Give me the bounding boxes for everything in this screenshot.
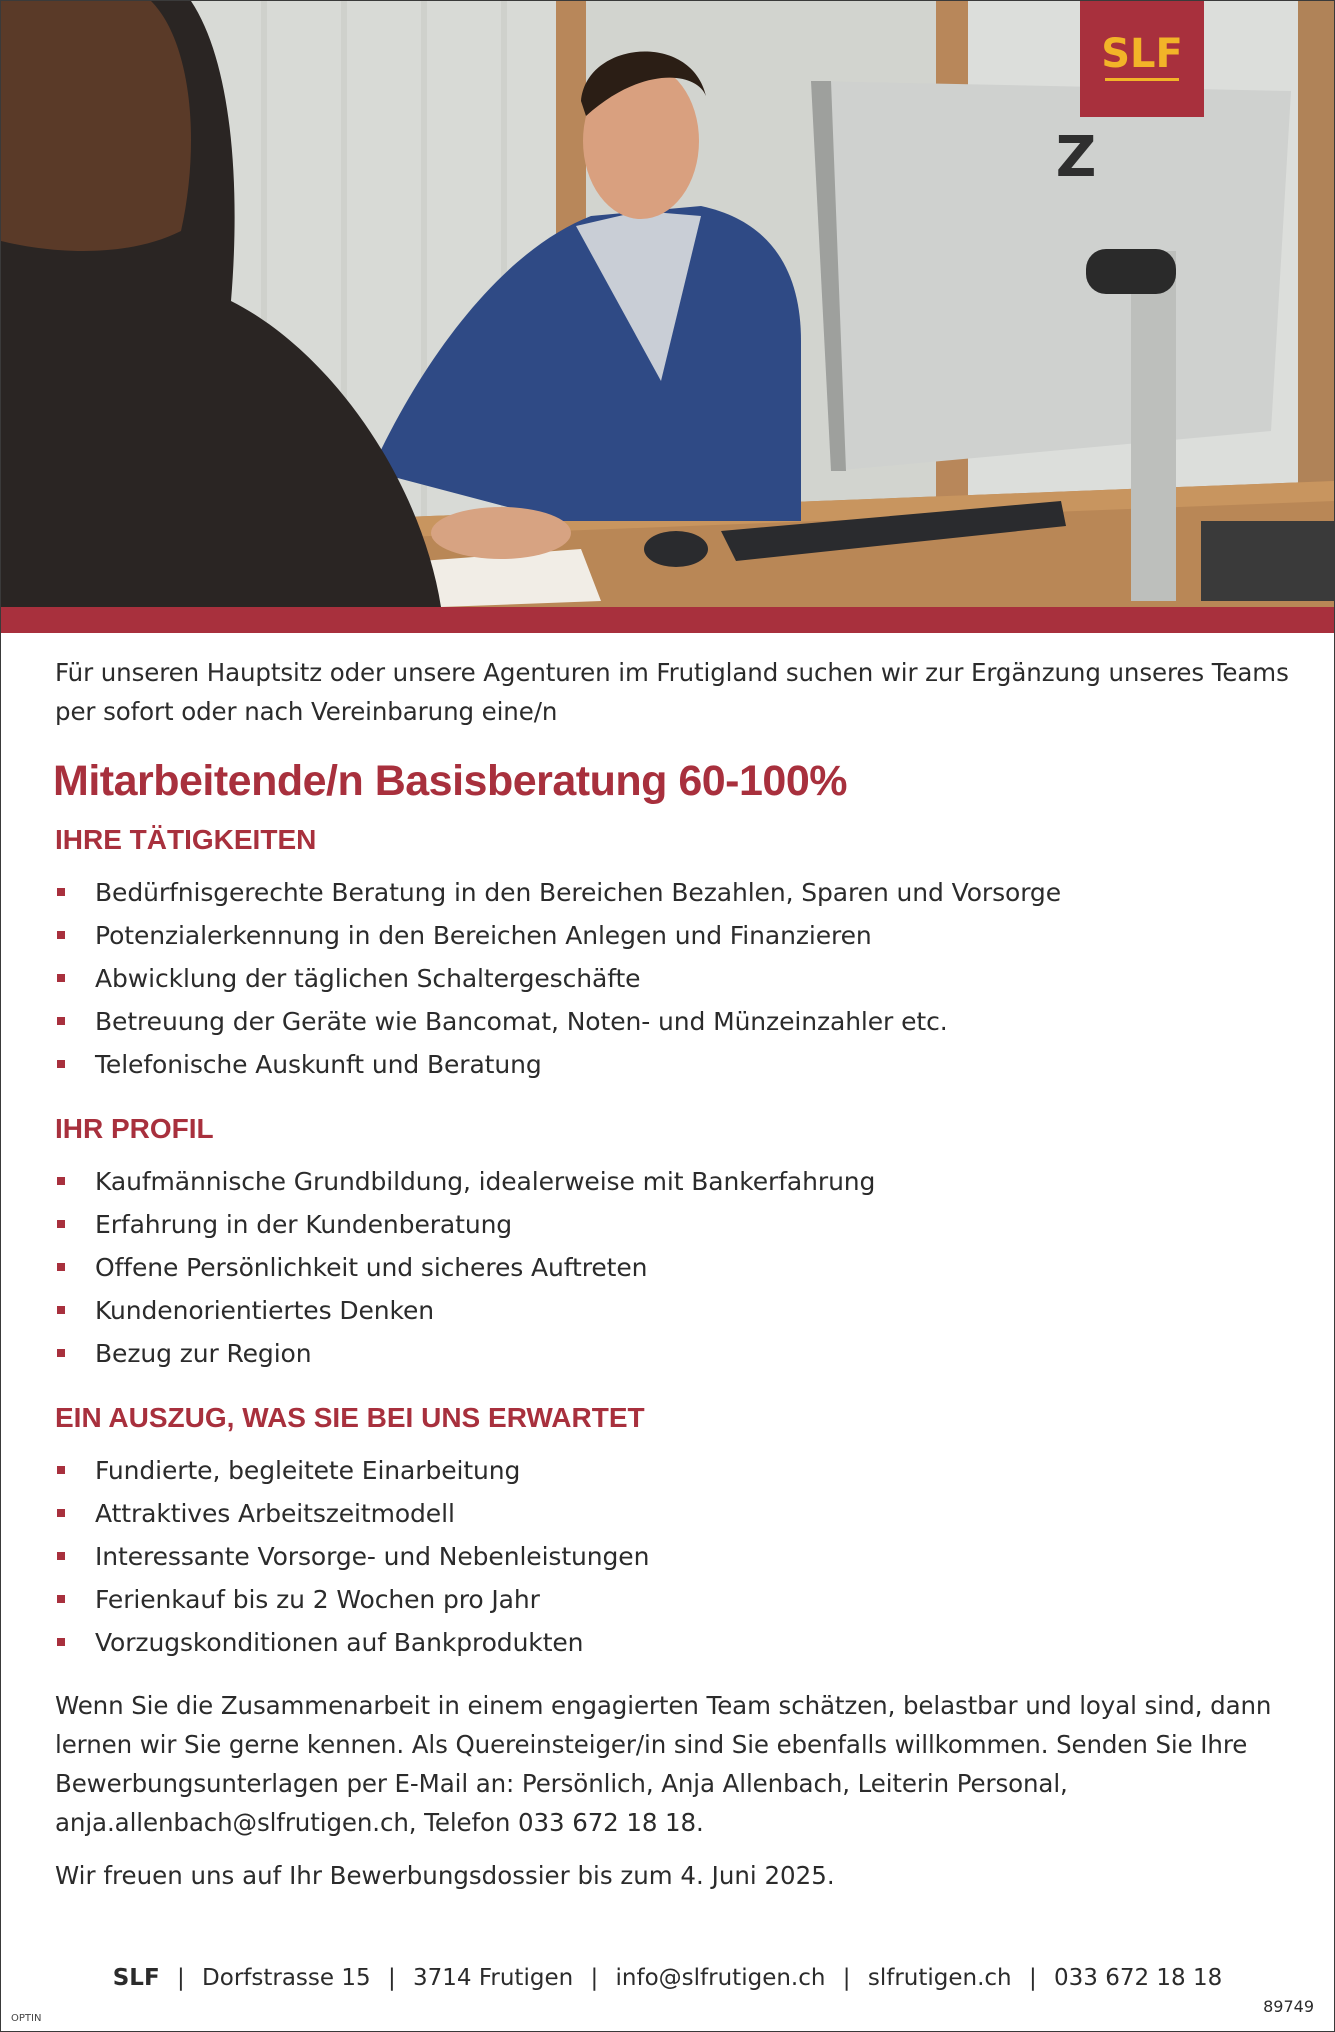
list-item-text: Potenzialerkennung in den Bereichen Anlegen und Finanzieren: [95, 921, 872, 950]
footer-separator: |: [842, 1965, 851, 1991]
bullet-square-icon: [57, 931, 65, 939]
taetigkeiten-list: [55, 871, 1305, 1086]
bullet-square-icon: [57, 1263, 65, 1271]
slf-logo: [1080, 1, 1204, 117]
list-item: [55, 1289, 1305, 1332]
bullet-square-icon: [57, 1595, 65, 1603]
job-title: Mitarbeitende/n Basisberatung 60-100%: [53, 757, 847, 805]
list-item-text: Telefonische Auskunft und Beratung: [95, 1050, 542, 1079]
list-item: [55, 1535, 1305, 1578]
section-title-taetigkeiten: IHRE TÄTIGKEITEN: [55, 824, 317, 855]
footer-phone: 033 672 18 18: [1054, 1965, 1223, 1991]
closing-line: lernen wir Sie gerne kennen. Als Quereinsteiger/in sind Sie ebenfalls willkommen. Senden Sie Ihre: [55, 1730, 1248, 1759]
list-item: [55, 1203, 1305, 1246]
profil-list: [55, 1160, 1305, 1375]
closing-line: Bewerbungsunterlagen per E-Mail an: Persönlich, Anja Allenbach, Leiterin Personal,: [55, 1769, 1068, 1798]
monitor-logo: Z: [1055, 125, 1097, 190]
section-title-profil: IHR PROFIL: [55, 1113, 214, 1144]
footer-city: 3714 Frutigen: [413, 1965, 574, 1991]
list-item: [55, 1043, 1305, 1086]
ad-content: [55, 653, 1305, 1895]
closing-line-contact[interactable]: anja.allenbach@slfrutigen.ch, Telefon 033 672 18 18.: [55, 1808, 704, 1837]
list-item-text: Ferienkauf bis zu 2 Wochen pro Jahr: [95, 1585, 540, 1614]
footer-address: Dorfstrasse 15: [202, 1965, 371, 1991]
footer-contact: [1, 1963, 1334, 1993]
list-item-text: Bezug zur Region: [95, 1339, 312, 1368]
intro-text: Für unseren Hauptsitz oder unsere Agenturen im Frutigland suchen wir zur Ergänzung unseres Teams per sofort oder nach Vereinbarung eine/n: [55, 658, 1289, 726]
footer-separator: |: [1028, 1965, 1037, 1991]
list-item-text: Abwicklung der täglichen Schaltergeschäfte: [95, 964, 641, 993]
list-item: [55, 1492, 1305, 1535]
list-item: [55, 957, 1305, 1000]
list-item-text: Attraktives Arbeitszeitmodell: [95, 1499, 455, 1528]
bullet-square-icon: [57, 888, 65, 896]
footer-separator: |: [590, 1965, 599, 1991]
list-item-text: Interessante Vorsorge- und Nebenleistungen: [95, 1542, 650, 1571]
deadline-text: Wir freuen uns auf Ihr Bewerbungsdossier bis zum 4. Juni 2025.: [55, 1861, 835, 1890]
bullet-square-icon: [57, 1017, 65, 1025]
list-item: [55, 1246, 1305, 1289]
bullet-square-icon: [57, 1466, 65, 1474]
list-item-text: Offene Persönlichkeit und sicheres Auftreten: [95, 1253, 648, 1282]
bullet-square-icon: [57, 1638, 65, 1646]
closing-line: Wenn Sie die Zusammenarbeit in einem engagierten Team schätzen, belastbar und loyal sind, dann: [55, 1691, 1272, 1720]
footer-separator: |: [387, 1965, 396, 1991]
bullet-square-icon: [57, 974, 65, 982]
footer-brand: SLF: [112, 1965, 160, 1991]
bullet-square-icon: [57, 1349, 65, 1357]
list-item-text: Erfahrung in der Kundenberatung: [95, 1210, 513, 1239]
optin-label: OPTIN: [11, 2013, 42, 2024]
footer-email-link[interactable]: info@slfrutigen.ch: [615, 1965, 826, 1991]
ad-number: 89749: [1263, 1997, 1314, 2016]
slf-logo-underline: [1105, 78, 1179, 81]
list-item-text: Bedürfnisgerechte Beratung in den Bereichen Bezahlen, Sparen und Vorsorge: [95, 878, 1061, 907]
list-item-text: Kaufmännische Grundbildung, idealerweise mit Bankerfahrung: [95, 1167, 876, 1196]
slf-logo-text: SLF: [1101, 30, 1183, 77]
section-title-erwartet: EIN AUSZUG, WAS SIE BEI UNS ERWARTET: [55, 1402, 645, 1433]
list-item-text: Kundenorientiertes Denken: [95, 1296, 435, 1325]
list-item-text: Fundierte, begleitete Einarbeitung: [95, 1456, 521, 1485]
list-item: [55, 914, 1305, 957]
list-item: [55, 871, 1305, 914]
list-item-text: Betreuung der Geräte wie Bancomat, Noten- und Münzeinzahler etc.: [95, 1007, 948, 1036]
list-item: [55, 1578, 1305, 1621]
list-item: [55, 1332, 1305, 1375]
closing-paragraph: [55, 1686, 1305, 1842]
bullet-square-icon: [57, 1220, 65, 1228]
list-item: [55, 1621, 1305, 1664]
bullet-square-icon: [57, 1509, 65, 1517]
bullet-square-icon: [57, 1060, 65, 1068]
list-item: [55, 1449, 1305, 1492]
bullet-square-icon: [57, 1552, 65, 1560]
list-item-text: Vorzugskonditionen auf Bankprodukten: [95, 1628, 584, 1657]
office-photo: [1, 1, 1334, 607]
bullet-square-icon: [57, 1306, 65, 1314]
erwartet-list: [55, 1449, 1305, 1664]
list-item: [55, 1160, 1305, 1203]
footer-separator: |: [176, 1965, 185, 1991]
list-item: [55, 1000, 1305, 1043]
footer-website-link[interactable]: slfrutigen.ch: [867, 1965, 1012, 1991]
accent-band: [1, 607, 1334, 633]
bullet-square-icon: [57, 1177, 65, 1185]
